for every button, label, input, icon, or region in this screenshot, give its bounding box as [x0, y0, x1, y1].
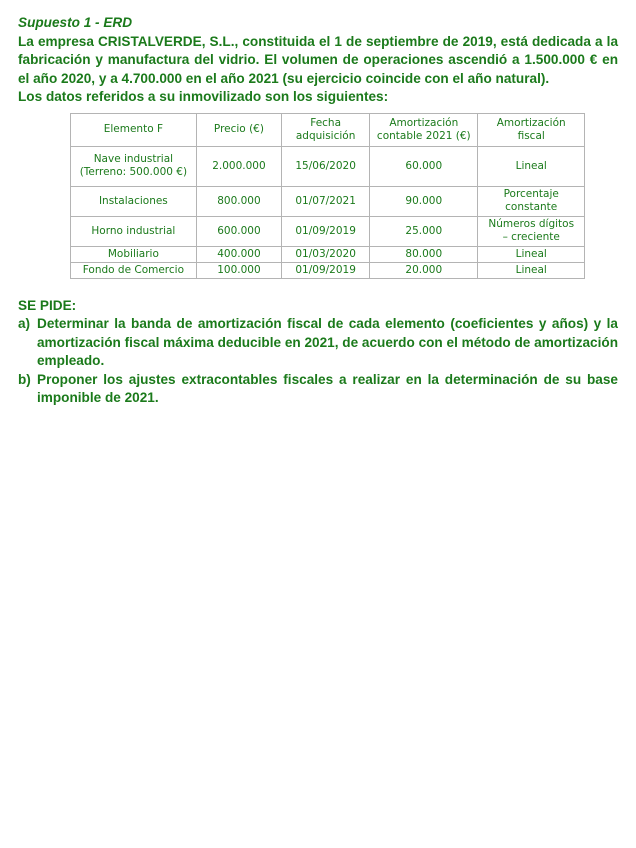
- header-date: Fecha adquisición: [282, 113, 370, 146]
- cell-date: 01/09/2019: [282, 262, 370, 278]
- cell-price: 100.000: [196, 262, 281, 278]
- task-text: Determinar la banda de amortización fiscal de cada elemento (coeficientes y años) y la amortización fiscal máxima deducible en 2021, de acuerdo con el método de amortización empleado.: [37, 316, 618, 368]
- assets-table: [70, 113, 585, 279]
- cell-date: 15/06/2020: [282, 146, 370, 186]
- header-accounting-amortization: Amortización contable 2021 (€): [370, 113, 478, 146]
- task-item: [18, 371, 618, 408]
- cell-accounting: 60.000: [370, 146, 478, 186]
- header-price: Precio (€): [196, 113, 281, 146]
- cell-price: 400.000: [196, 246, 281, 262]
- cell-element: Nave industrial (Terreno: 500.000 €): [71, 146, 197, 186]
- cell-fiscal: Lineal: [478, 262, 585, 278]
- cell-fiscal: Números dígitos – creciente: [478, 216, 585, 246]
- cell-fiscal: Lineal: [478, 146, 585, 186]
- intro-last-line: Los datos referidos a su inmovilizado son los siguientes:: [18, 89, 389, 104]
- cell-price: 2.000.000: [196, 146, 281, 186]
- table-row: [71, 186, 585, 216]
- cell-element: Instalaciones: [71, 186, 197, 216]
- intro-paragraph: La empresa CRISTALVERDE, S.L., constituida el 1 de septiembre de 2019, está dedicada a la fabricación y manufactura del vidrio. El volumen de operaciones ascendió a 1.500.000 € en el año 2020, y a 4.700.000 en el año 2021 (su ejercicio coincide con el año natural).: [18, 33, 618, 86]
- task-item: [18, 315, 618, 371]
- task-marker: b): [18, 371, 31, 387]
- case-title: Supuesto 1 - ERD: [18, 15, 133, 30]
- header-element: Elemento F: [71, 113, 197, 146]
- document: [18, 14, 618, 408]
- table-row: [71, 216, 585, 246]
- cell-accounting: 80.000: [370, 246, 478, 262]
- cell-accounting: 20.000: [370, 262, 478, 278]
- tasks-section: [18, 297, 618, 408]
- table-row: [71, 262, 585, 278]
- cell-price: 800.000: [196, 186, 281, 216]
- cell-price: 600.000: [196, 216, 281, 246]
- task-marker: a): [18, 316, 31, 331]
- cell-element: Mobiliario: [71, 246, 197, 262]
- header-fiscal-amortization: Amortización fiscal: [478, 113, 585, 146]
- table-row: [71, 246, 585, 262]
- cell-date: 01/07/2021: [282, 186, 370, 216]
- cell-accounting: 90.000: [370, 186, 478, 216]
- table-row: [71, 146, 585, 186]
- cell-date: 01/09/2019: [282, 216, 370, 246]
- cell-element: Horno industrial: [71, 216, 197, 246]
- cell-date: 01/03/2020: [282, 246, 370, 262]
- table-header-row: [71, 113, 585, 146]
- cell-element: Fondo de Comercio: [71, 262, 197, 278]
- cell-fiscal: Lineal: [478, 246, 585, 262]
- cell-fiscal: Porcentaje constante: [478, 186, 585, 216]
- tasks-title: SE PIDE:: [18, 297, 77, 313]
- task-text: Proponer los ajustes extracontables fiscales a realizar en la determinación de su base imponible de 2021.: [37, 371, 618, 405]
- cell-accounting: 25.000: [370, 216, 478, 246]
